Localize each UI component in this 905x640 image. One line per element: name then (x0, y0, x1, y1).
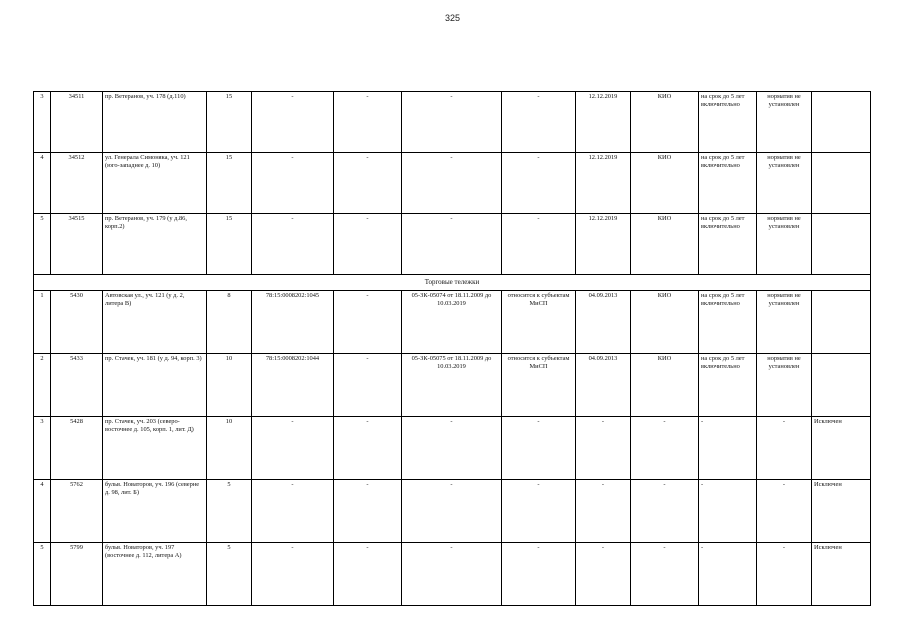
cell-address: бульв. Новаторов, уч. 197 (восточнее д. 112, литера А) (103, 543, 207, 606)
cell-cad: - (252, 543, 334, 606)
cell-norm: норматив не установлен (757, 153, 812, 214)
cell-date: 12.12.2019 (576, 92, 631, 153)
cell-c6: - (334, 153, 402, 214)
cell-cad: 78:15:0008202:1044 (252, 354, 334, 417)
cell-c7: - (402, 92, 502, 153)
cell-address: пр. Стачек, уч. 181 (у д. 94, корп. 3) (103, 354, 207, 417)
cell-c8: - (502, 543, 576, 606)
cell-term: на срок до 5 лет включительно (699, 214, 757, 275)
table-row (34, 92, 871, 153)
cell-c7: - (402, 153, 502, 214)
cell-c8: - (502, 214, 576, 275)
cell-code: 34512 (51, 153, 103, 214)
cell-kio: КИО (631, 354, 699, 417)
cell-code: 34511 (51, 92, 103, 153)
table-row (34, 354, 871, 417)
cell-term: - (699, 543, 757, 606)
cell-c7: - (402, 214, 502, 275)
cell-qty: 5 (207, 480, 252, 543)
cell-term: на срок до 5 лет включительно (699, 153, 757, 214)
table-row (34, 417, 871, 480)
cell-kio: КИО (631, 291, 699, 354)
cell-qty: 10 (207, 417, 252, 480)
cell-term: на срок до 5 лет включительно (699, 291, 757, 354)
cell-n: 4 (34, 480, 51, 543)
cell-note (812, 291, 871, 354)
cell-cad: - (252, 153, 334, 214)
cell-date: - (576, 480, 631, 543)
cell-address: ул. Генерала Симоняка, уч. 121 (юго-западнее д. 10) (103, 153, 207, 214)
cell-qty: 15 (207, 214, 252, 275)
cell-note: Исключен (812, 480, 871, 543)
cell-c8: относится к субъектам МиСП (502, 354, 576, 417)
cell-address: пр. Ветеранов, уч. 179 (у д.86, корп.2) (103, 214, 207, 275)
cell-c7: - (402, 543, 502, 606)
cell-norm: норматив не установлен (757, 92, 812, 153)
cell-c6: - (334, 480, 402, 543)
cell-c6: - (334, 543, 402, 606)
cell-term: - (699, 417, 757, 480)
cell-date: 12.12.2019 (576, 214, 631, 275)
cell-qty: 15 (207, 92, 252, 153)
cell-c7: - (402, 480, 502, 543)
cell-c6: - (334, 354, 402, 417)
cell-note: Исключен (812, 543, 871, 606)
cell-note (812, 92, 871, 153)
cell-n: 1 (34, 291, 51, 354)
cell-term: на срок до 5 лет включительно (699, 354, 757, 417)
cell-code: 5799 (51, 543, 103, 606)
cell-norm: - (757, 543, 812, 606)
cell-c8: относится к субъектам МиСП (502, 291, 576, 354)
cell-cad: - (252, 92, 334, 153)
cell-kio: КИО (631, 153, 699, 214)
cell-date: 12.12.2019 (576, 153, 631, 214)
cell-kio: КИО (631, 92, 699, 153)
cell-qty: 8 (207, 291, 252, 354)
cell-n: 4 (34, 153, 51, 214)
cell-note: Исключен (812, 417, 871, 480)
cell-n: 3 (34, 92, 51, 153)
schedule-table (33, 91, 871, 606)
cell-norm: норматив не установлен (757, 214, 812, 275)
section-title: Торговые тележки (34, 275, 871, 291)
cell-c8: - (502, 153, 576, 214)
cell-c8: - (502, 92, 576, 153)
cell-note (812, 354, 871, 417)
cell-c7: 05-ЗК-05074 от 18.11.2009 до 10.03.2019 (402, 291, 502, 354)
cell-norm: - (757, 480, 812, 543)
cell-n: 5 (34, 214, 51, 275)
cell-n: 3 (34, 417, 51, 480)
cell-qty: 10 (207, 354, 252, 417)
cell-code: 5430 (51, 291, 103, 354)
cell-code: 5762 (51, 480, 103, 543)
cell-date: - (576, 417, 631, 480)
cell-qty: 5 (207, 543, 252, 606)
cell-c8: - (502, 480, 576, 543)
cell-c6: - (334, 291, 402, 354)
cell-address: бульв. Новаторов, уч. 196 (северне д. 98, лит. Б) (103, 480, 207, 543)
cell-kio: - (631, 543, 699, 606)
cell-norm: норматив не установлен (757, 354, 812, 417)
section-header-row (34, 275, 871, 291)
cell-note (812, 214, 871, 275)
cell-term: на срок до 5 лет включительно (699, 92, 757, 153)
cell-norm: - (757, 417, 812, 480)
cell-kio: - (631, 417, 699, 480)
cell-code: 5433 (51, 354, 103, 417)
cell-c6: - (334, 417, 402, 480)
cell-address: Автовская ул., уч. 121 (у д. 2, литера В) (103, 291, 207, 354)
cell-code: 5428 (51, 417, 103, 480)
page-number: 325 (444, 13, 461, 23)
cell-note (812, 153, 871, 214)
cell-date: 04.09.2013 (576, 291, 631, 354)
cell-date: 04.09.2013 (576, 354, 631, 417)
table-row (34, 480, 871, 543)
cell-c7: 05-ЗК-05075 от 18.11.2009 до 10.03.2019 (402, 354, 502, 417)
cell-n: 2 (34, 354, 51, 417)
cell-term: - (699, 480, 757, 543)
table-row (34, 153, 871, 214)
cell-qty: 15 (207, 153, 252, 214)
table-row (34, 291, 871, 354)
cell-c6: - (334, 214, 402, 275)
cell-kio: - (631, 480, 699, 543)
cell-c8: - (502, 417, 576, 480)
cell-c7: - (402, 417, 502, 480)
cell-date: - (576, 543, 631, 606)
cell-address: пр. Ветеранов, уч. 178 (д.110) (103, 92, 207, 153)
cell-kio: КИО (631, 214, 699, 275)
cell-norm: норматив не установлен (757, 291, 812, 354)
cell-cad: - (252, 417, 334, 480)
cell-cad: 78:15:0008202:1045 (252, 291, 334, 354)
table-row (34, 543, 871, 606)
cell-code: 34515 (51, 214, 103, 275)
cell-address: пр. Стачек, уч. 203 (северо-восточнее д. 105, корп. 1, лит. Д) (103, 417, 207, 480)
cell-n: 5 (34, 543, 51, 606)
cell-cad: - (252, 480, 334, 543)
cell-c6: - (334, 92, 402, 153)
table-row (34, 214, 871, 275)
cell-cad: - (252, 214, 334, 275)
